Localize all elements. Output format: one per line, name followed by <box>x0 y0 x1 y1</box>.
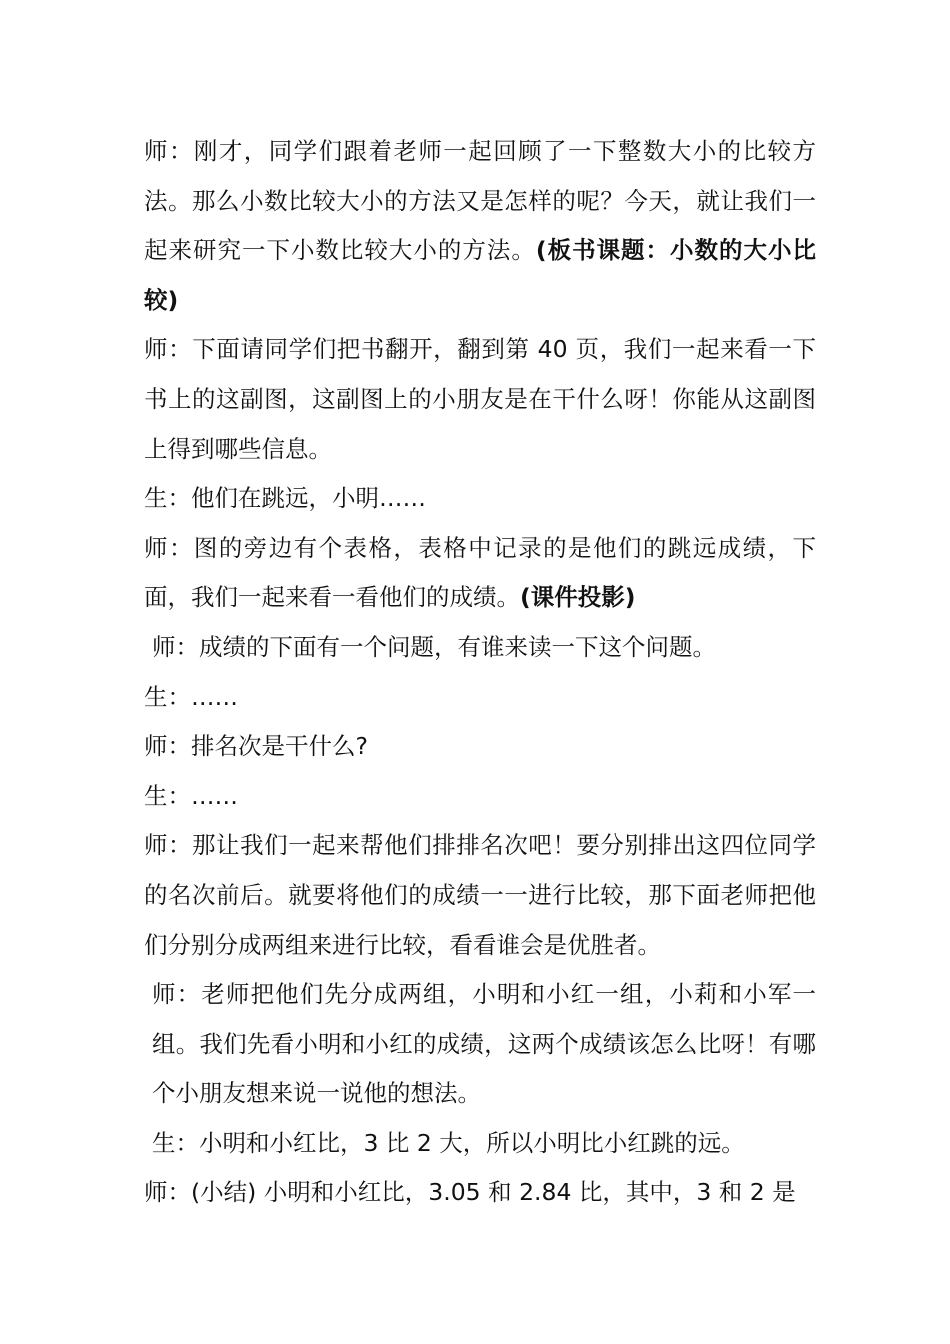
paragraph-text: 师：那让我们一起来帮他们排排名次吧！要分别排出这四位同学的名次前后。就要将他们的成绩一一进行比较，那下面老师把他们分别分成两组来进行比较，看看谁会是优胜者。 <box>144 831 816 959</box>
paragraph <box>144 1119 816 1169</box>
paragraph <box>144 673 816 723</box>
paragraph-text: 师：(小结) 小明和小红比，3.05 和 2.84 比，其中，3 和 2 是 <box>144 1178 796 1207</box>
paragraph-text: 生：他们在跳远，小明…… <box>144 484 426 513</box>
document-page <box>144 127 816 1218</box>
paragraph <box>144 623 816 673</box>
paragraph-text: 生：小明和小红比，3 比 2 大，所以小明比小红跳的远。 <box>152 1128 745 1157</box>
bold-annotation: (板书课题：小数的大小比较) <box>144 236 816 314</box>
paragraph <box>144 970 816 1119</box>
paragraph-text: 师：刚才，同学们跟着老师一起回顾了一下整数大小的比较方法。那么小数比较大小的方法又是怎样的呢？今天，就让我们一起来研究一下小数比较大小的方法。 <box>144 137 816 265</box>
paragraph <box>144 821 816 970</box>
paragraph <box>144 474 816 524</box>
paragraph-text: 师：老师把他们先分成两组，小明和小红一组，小莉和小军一组。我们先看小明和小红的成绩，这两个成绩该怎么比呀！有哪个小朋友想来说一说他的想法。 <box>152 980 816 1108</box>
paragraph-text: 生：…… <box>144 781 238 810</box>
paragraph-text: 师：排名次是干什么? <box>144 732 368 761</box>
paragraph <box>144 325 816 474</box>
paragraph-text: 师：下面请同学们把书翻开，翻到第 40 页，我们一起来看一下书上的这副图，这副图上的小朋友是在干什么呀！你能从这副图上得到哪些信息。 <box>144 335 816 463</box>
paragraph <box>144 1168 816 1218</box>
paragraph <box>144 772 816 822</box>
paragraph <box>144 524 816 623</box>
paragraph <box>144 127 816 325</box>
paragraph <box>144 722 816 772</box>
paragraph-text: 生：…… <box>144 682 238 711</box>
paragraph-text: 师：图的旁边有个表格，表格中记录的是他们的跳远成绩，下面，我们一起来看一看他们的成绩。 <box>144 533 816 612</box>
paragraph-text: 师：成绩的下面有一个问题，有谁来读一下这个问题。 <box>152 632 716 661</box>
bold-annotation: (课件投影) <box>520 583 636 612</box>
